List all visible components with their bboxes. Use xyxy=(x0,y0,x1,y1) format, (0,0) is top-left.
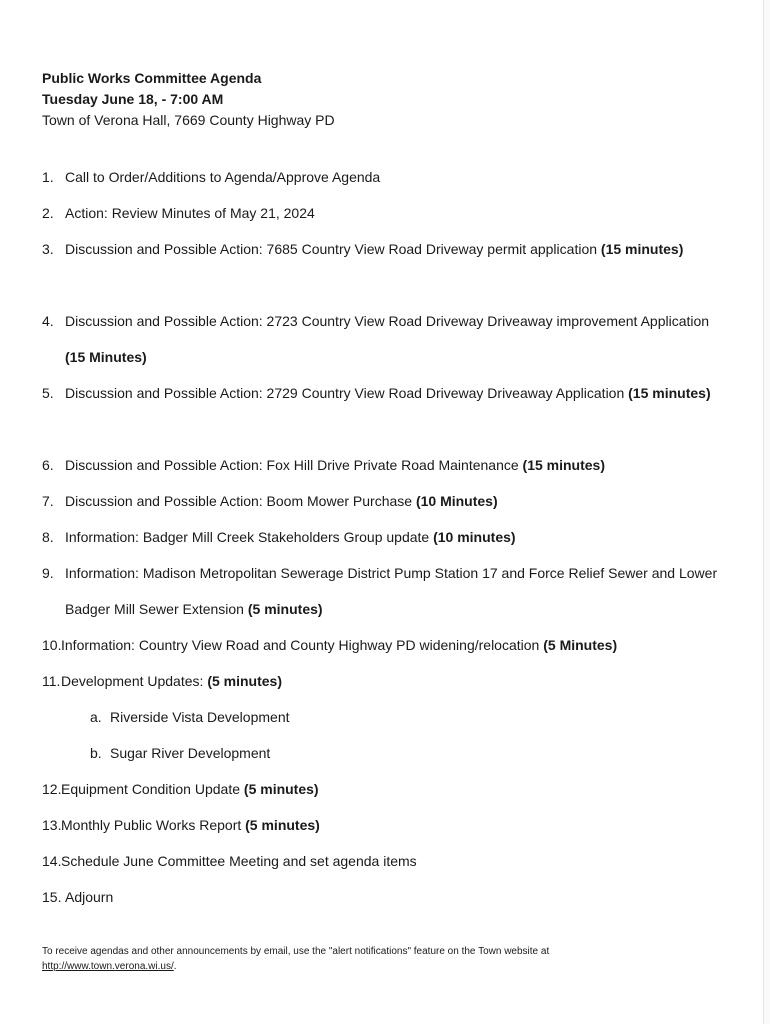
item-duration: (15 Minutes) xyxy=(65,349,147,365)
item-text: Discussion and Possible Action: 7685 Country View Road Driveway permit application (15 minutes) xyxy=(65,241,684,257)
item-duration: (5 Minutes) xyxy=(543,637,618,653)
item-duration: (15 minutes) xyxy=(628,385,711,401)
item-text: Call to Order/Additions to Agenda/Approve Agenda xyxy=(65,169,381,185)
meeting-location: Town of Verona Hall, 7669 County Highway PD xyxy=(42,112,335,128)
item-duration: (15 minutes) xyxy=(600,241,684,257)
item-number: 4. xyxy=(42,313,54,329)
agenda-item xyxy=(42,887,722,923)
item-text: Schedule June Committee Meeting and set agenda items xyxy=(61,853,417,869)
item-text: Information: Madison Metropolitan Sewerage District Pump Station 17 and Force Relief Sewer and Lower Badger Mill Sewer Extension (5 minutes) xyxy=(65,565,718,617)
agenda-item xyxy=(42,311,722,383)
subitem-letter: b. xyxy=(90,745,102,761)
item-number: 2. xyxy=(42,205,54,221)
item-number: 8. xyxy=(42,529,54,545)
subitem-text: Riverside Vista Development xyxy=(110,709,290,725)
agenda-header xyxy=(42,68,335,131)
item-text: Discussion and Possible Action: Fox Hill Drive Private Road Maintenance (15 minutes) xyxy=(65,457,606,473)
item-duration: (5 minutes) xyxy=(243,781,319,797)
subitem-letter: a. xyxy=(90,709,102,725)
meeting-date: Tuesday June 18, - 7:00 AM xyxy=(42,91,224,107)
item-number: 1. xyxy=(42,169,54,185)
item-number: 9. xyxy=(42,565,54,581)
agenda-item xyxy=(42,671,722,707)
item-duration: (15 minutes) xyxy=(522,457,606,473)
agenda-item xyxy=(42,383,722,455)
agenda-item xyxy=(42,563,722,635)
item-text: Development Updates: (5 minutes) xyxy=(61,673,282,689)
item-duration: (10 Minutes) xyxy=(415,493,498,509)
item-number: 10. xyxy=(42,637,62,653)
item-number: 5. xyxy=(42,385,54,401)
email-notice xyxy=(42,944,549,974)
footer-note: To receive agendas and other announcements by email, use the "alert notifications" feature on the Town website at xyxy=(42,946,550,957)
item-number: 6. xyxy=(42,457,54,473)
item-duration: (5 minutes) xyxy=(245,817,320,833)
item-number: 13. xyxy=(42,817,62,833)
agenda-title: Public Works Committee Agenda xyxy=(42,70,262,86)
subitem-text: Sugar River Development xyxy=(110,745,271,761)
item-text: Discussion and Possible Action: Boom Mower Purchase (10 Minutes) xyxy=(65,493,498,509)
item-text: Monthly Public Works Report (5 minutes) xyxy=(61,817,320,833)
item-number: 11. xyxy=(42,673,61,689)
agenda-item xyxy=(42,239,722,311)
agenda-list xyxy=(42,167,722,923)
item-number: 15. xyxy=(42,889,62,905)
item-duration: (10 minutes) xyxy=(433,529,516,545)
item-number: 14. xyxy=(42,853,62,869)
scan-edge xyxy=(763,0,770,1024)
item-number: 12. xyxy=(42,781,62,797)
item-duration: (5 minutes) xyxy=(207,673,282,689)
item-text: Action: Review Minutes of May 21, 2024 xyxy=(65,205,315,221)
item-text: Discussion and Possible Action: 2729 Country View Road Driveway Driveaway Application (15 minutes) xyxy=(65,385,711,401)
item-text: Equipment Condition Update (5 minutes) xyxy=(61,781,319,797)
agenda-subitem xyxy=(42,707,722,743)
item-text: Information: Country View Road and County Highway PD widening/relocation (5 Minutes) xyxy=(61,637,618,653)
item-text: Adjourn xyxy=(65,889,114,905)
item-text: Information: Badger Mill Creek Stakeholders Group update (10 minutes) xyxy=(65,529,516,545)
item-duration: (5 minutes) xyxy=(247,601,323,617)
item-number: 7. xyxy=(42,493,54,509)
item-number: 3. xyxy=(42,241,54,257)
footer-period: . xyxy=(173,961,177,972)
item-text: Discussion and Possible Action: 2723 Country View Road Driveway Driveaway improvement Application (15 Minutes) xyxy=(65,313,710,365)
town-website-link[interactable]: http://www.town.verona.wi.us/ xyxy=(42,961,174,972)
